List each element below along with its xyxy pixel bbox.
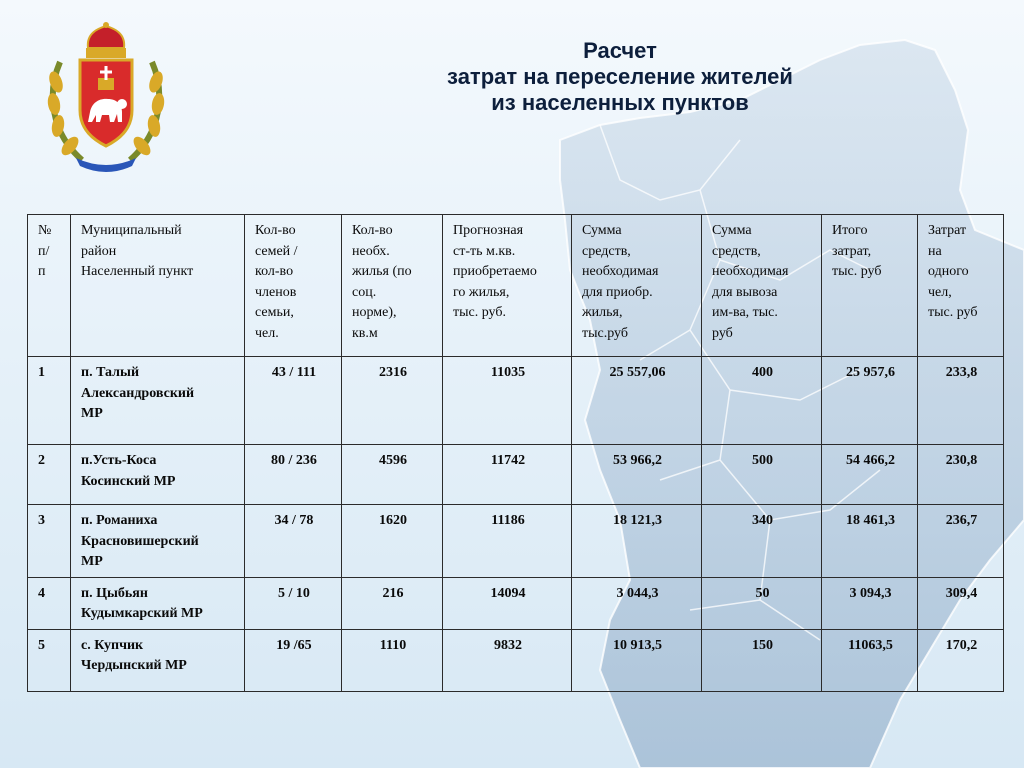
cell-total: 3 094,3 bbox=[822, 577, 918, 629]
header-housing-funds: Сумма средств, необходимая для приобр. жилья, тыс.руб bbox=[572, 215, 702, 357]
cell-settlement: п.Усть-Коса Косинский МР bbox=[71, 445, 245, 505]
table-row bbox=[28, 577, 1004, 629]
title-line-1: Расчет bbox=[583, 38, 657, 63]
cell-settlement: п. Романиха Красновишерский МР bbox=[71, 505, 245, 578]
cell-housing-funds: 3 044,3 bbox=[572, 577, 702, 629]
cell-removal-funds: 340 bbox=[702, 505, 822, 578]
cell-families: 80 / 236 bbox=[245, 445, 342, 505]
header-families-members: Кол-во семей / кол-во членов семьи, чел. bbox=[245, 215, 342, 357]
page-title bbox=[340, 38, 900, 116]
cell-number: 3 bbox=[28, 505, 71, 578]
coat-of-arms-logo bbox=[42, 22, 170, 172]
cell-per-person: 309,4 bbox=[918, 577, 1004, 629]
cell-per-person: 236,7 bbox=[918, 505, 1004, 578]
cell-price: 11035 bbox=[443, 357, 572, 445]
cell-families: 34 / 78 bbox=[245, 505, 342, 578]
table-row bbox=[28, 505, 1004, 578]
header-district-settlement: Муниципальный район Населенный пункт bbox=[71, 215, 245, 357]
header-total-costs: Итого затрат, тыс. руб bbox=[822, 215, 918, 357]
cell-settlement: п. Талый Александровский МР bbox=[71, 357, 245, 445]
cell-settlement: п. Цыбьян Кудымкарский МР bbox=[71, 577, 245, 629]
cell-housing: 4596 bbox=[342, 445, 443, 505]
table-row bbox=[28, 357, 1004, 445]
cell-price: 9832 bbox=[443, 629, 572, 691]
cell-total: 25 957,6 bbox=[822, 357, 918, 445]
cell-housing: 2316 bbox=[342, 357, 443, 445]
table-row bbox=[28, 629, 1004, 691]
cell-removal-funds: 50 bbox=[702, 577, 822, 629]
cell-price: 14094 bbox=[443, 577, 572, 629]
cell-removal-funds: 400 bbox=[702, 357, 822, 445]
header-removal-funds: Сумма средств, необходимая для вывоза им-ва, тыс. руб bbox=[702, 215, 822, 357]
cell-price: 11186 bbox=[443, 505, 572, 578]
cell-removal-funds: 500 bbox=[702, 445, 822, 505]
cell-families: 19 /65 bbox=[245, 629, 342, 691]
cell-housing-funds: 25 557,06 bbox=[572, 357, 702, 445]
cell-housing: 1110 bbox=[342, 629, 443, 691]
header-number: № п/ п bbox=[28, 215, 71, 357]
cell-settlement: с. Купчик Чердынский МР bbox=[71, 629, 245, 691]
header-housing-needed: Кол-во необх. жилья (по соц. норме), кв.м bbox=[342, 215, 443, 357]
table-header-row bbox=[28, 215, 1004, 357]
cell-per-person: 170,2 bbox=[918, 629, 1004, 691]
cell-total: 18 461,3 bbox=[822, 505, 918, 578]
cell-housing-funds: 10 913,5 bbox=[572, 629, 702, 691]
header-cost-per-person: Затрат на одного чел, тыс. руб bbox=[918, 215, 1004, 357]
title-line-2: затрат на переселение жителей bbox=[447, 64, 793, 89]
cell-housing-funds: 53 966,2 bbox=[572, 445, 702, 505]
cell-price: 11742 bbox=[443, 445, 572, 505]
header-price-per-sqm: Прогнозная ст-ть м.кв. приобретаемо го жилья, тыс. руб. bbox=[443, 215, 572, 357]
cell-total: 54 466,2 bbox=[822, 445, 918, 505]
table-row bbox=[28, 445, 1004, 505]
cell-families: 5 / 10 bbox=[245, 577, 342, 629]
cell-number: 4 bbox=[28, 577, 71, 629]
resettlement-costs-table bbox=[27, 214, 1004, 692]
cell-per-person: 233,8 bbox=[918, 357, 1004, 445]
cell-housing: 1620 bbox=[342, 505, 443, 578]
cell-families: 43 / 111 bbox=[245, 357, 342, 445]
cell-removal-funds: 150 bbox=[702, 629, 822, 691]
cell-number: 1 bbox=[28, 357, 71, 445]
cell-housing: 216 bbox=[342, 577, 443, 629]
cell-housing-funds: 18 121,3 bbox=[572, 505, 702, 578]
title-line-3: из населенных пунктов bbox=[491, 90, 749, 115]
cell-number: 5 bbox=[28, 629, 71, 691]
cell-number: 2 bbox=[28, 445, 71, 505]
cell-per-person: 230,8 bbox=[918, 445, 1004, 505]
cell-total: 11063,5 bbox=[822, 629, 918, 691]
